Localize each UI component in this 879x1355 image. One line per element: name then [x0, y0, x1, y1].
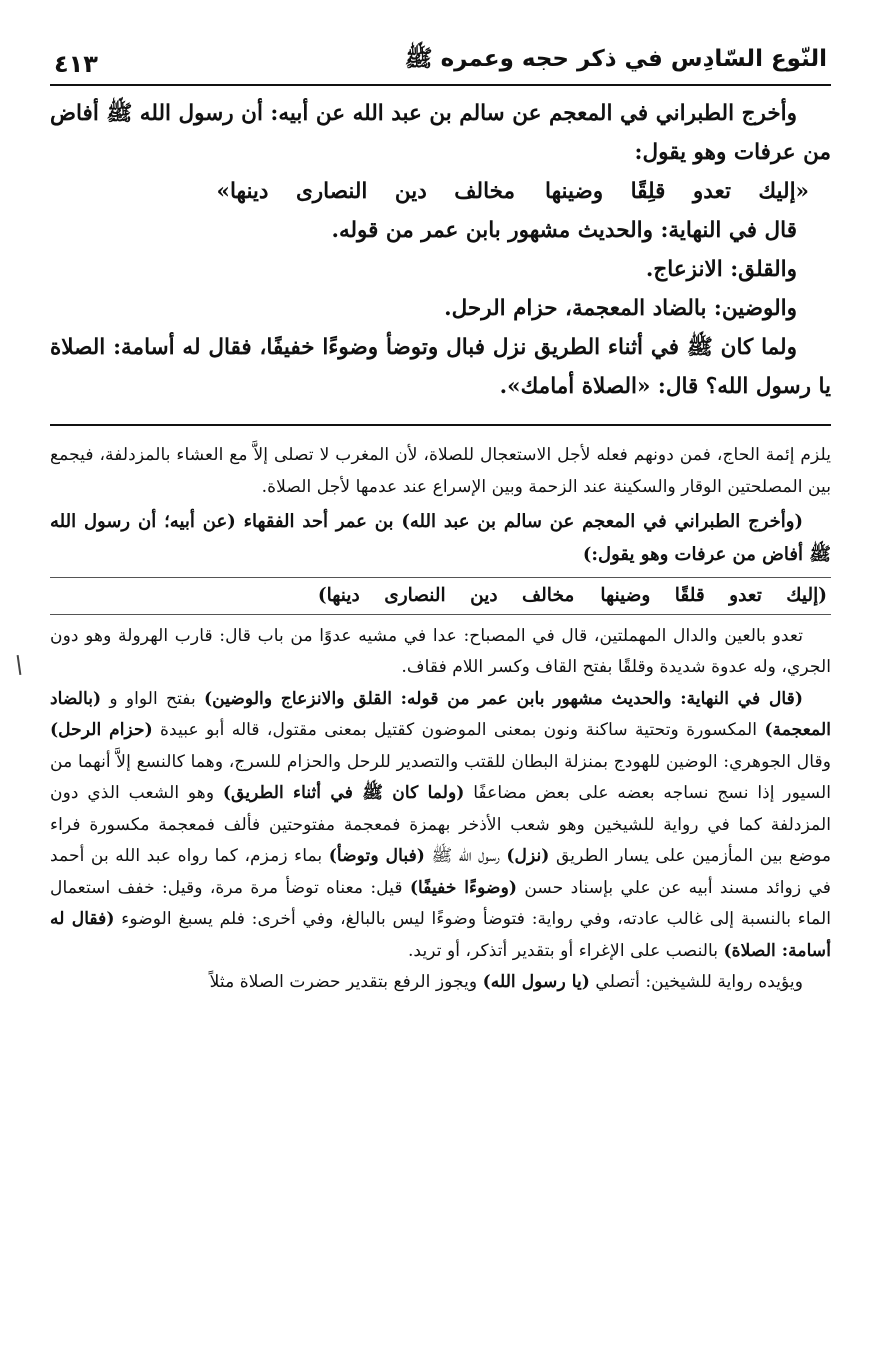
commentary-text: بفتح الواو و: [109, 688, 196, 709]
commentary-paragraph-2: (وأخرج الطبراني في المعجم عن سالم بن عبد الله) بن عمر أحد الفقهاء (عن أبيه؛ أن رسول الله ﷺ أفاض من عرفات وهو يقول:): [50, 511, 831, 565]
commentary-text: المكسورة وتحتية ساكنة ونون بمعنى الموضون كقتيل بمعنى مقتول، قاله أبو عبيدة: [160, 720, 758, 740]
running-title: النّوع السّادِس في ذكر حجه وعمره ﷺ: [404, 46, 827, 72]
commentary-text: وهو الشعب الذي دون المزدلفة كما في رواية للشيخين وهو شعب الأذخر بهمزة فمعجمة مفتوحتين فألف فمعجمة مكسورة فراء موضع بين المأزمين على يسار الطريق: [50, 783, 832, 866]
lemma: (قال في النهاية: والحديث مشهور بابن عمر من قوله: القلق والانزعاج والوضين): [203, 688, 804, 709]
commentary-paragraph-5: [50, 967, 831, 999]
commentary-paragraph-1: يلزم إئمة الحاج، فمن دونهم فعله لأجل الاستعجال للصلاة، لأن المغرب لا تصلى إلاَّ مع العشاء بالمزدلفة، فيجمع بين المصلحتين الوقار والسكينة عند الزحمة وبين الإسراع عند عدمها لأجل الصلاة.: [50, 445, 831, 497]
lemma: (حزام الرحل): [50, 720, 153, 740]
lemma: (نزل): [506, 846, 550, 866]
lemma: (فقال له أسامة: الصلاة): [50, 909, 831, 961]
lemma: (وضوءًا خفيفًا): [409, 877, 518, 898]
lemma: (فبال وتوضأ): [328, 846, 425, 866]
commentary-text: قيل: معناه توضأ مرة مرة، وقيل: خفف استعمال الماء بالنسبة إلى غالب عادته، وفي رواية: فتوضأ وضوءًا ليس بالبالغ، وفي أخرى: فلم يسبغ الوضوء: [50, 877, 832, 929]
verse-first-hemistich: «إليك تعدو قلِقًا وضينها: [545, 179, 809, 204]
footnote-separator: [50, 424, 831, 426]
lemma: (بالضاد المعجمة): [50, 688, 831, 740]
commentary-text: بماء زمزم، كما رواه عبد الله بن أحمد في زوائد مسند أبيه عن علي بإسناد حسن: [50, 846, 831, 898]
commentary-paragraph-3: تعدو بالعين والدال المهملتين، قال في المصباح: عدا في مشيه عدوًا من باب قال: قارب الهرولة وهو دون الجري، وله عدوة شديدة وقلقًا بفتح القاف وكسر اللام فقاف.: [50, 625, 831, 677]
margin-mark: [17, 655, 22, 675]
commentary-verse-second: مخالف دين النصارى دينها): [317, 585, 575, 606]
running-head: [50, 38, 831, 86]
matn-paragraph-1: وأخرج الطبراني في المعجم عن سالم بن عبد الله عن أبيه: أن رسول الله ﷺ أفاض من عرفات وهو يقول:: [50, 101, 831, 165]
main-text: [50, 94, 831, 406]
commentary: [50, 440, 831, 999]
commentary-verse-first: (إليك تعدو قلقًا وضينها: [600, 585, 827, 606]
commentary-paragraph-4: [50, 684, 831, 968]
lemma: (يا رسول الله): [482, 972, 590, 992]
commentary-text: ويجوز الرفع بتقدير حضرت الصلاة مثلاً: [209, 972, 478, 992]
commentary-verse: [50, 577, 831, 615]
matn-paragraph-4: والوضين: بالضاد المعجمة، حزام الرحل.: [444, 296, 797, 321]
commentary-text: بالنصب على الإغراء أو بتقدير أتذكر، أو تريد.: [407, 940, 719, 961]
commentary-text: وقال الجوهري: الوضين للهودج بمنزلة البطان للقتب والتصدير للرحل والحزام للسرج، وهما كالنسع إلاَّ أنهما من السيور إذا نسج نساجه بعضه على بعض مضاعفًا: [50, 751, 831, 803]
lemma: (ولما كان ﷺ في أثناء الطريق): [222, 783, 465, 803]
page-number: ٤١٣: [54, 50, 98, 78]
matn-paragraph-2: قال في النهاية: والحديث مشهور بابن عمر من قوله.: [331, 218, 797, 243]
matn-paragraph-3: والقلق: الانزعاج.: [645, 257, 797, 282]
commentary-text: ويؤيده رواية للشيخين: أتصلي: [595, 972, 803, 992]
verse-second-hemistich: مخالف دين النصارى دينها»: [216, 179, 516, 204]
matn-paragraph-5: ولما كان ﷺ في أثناء الطريق نزل فبال وتوضأ وضوءًا خفيفًا، فقال له أسامة: الصلاة يا رسول الله؟ قال: «الصلاة أمامك».: [50, 335, 831, 399]
commentary-text: رسول الله ﷺ: [431, 846, 500, 866]
matn-verse: [50, 172, 809, 211]
